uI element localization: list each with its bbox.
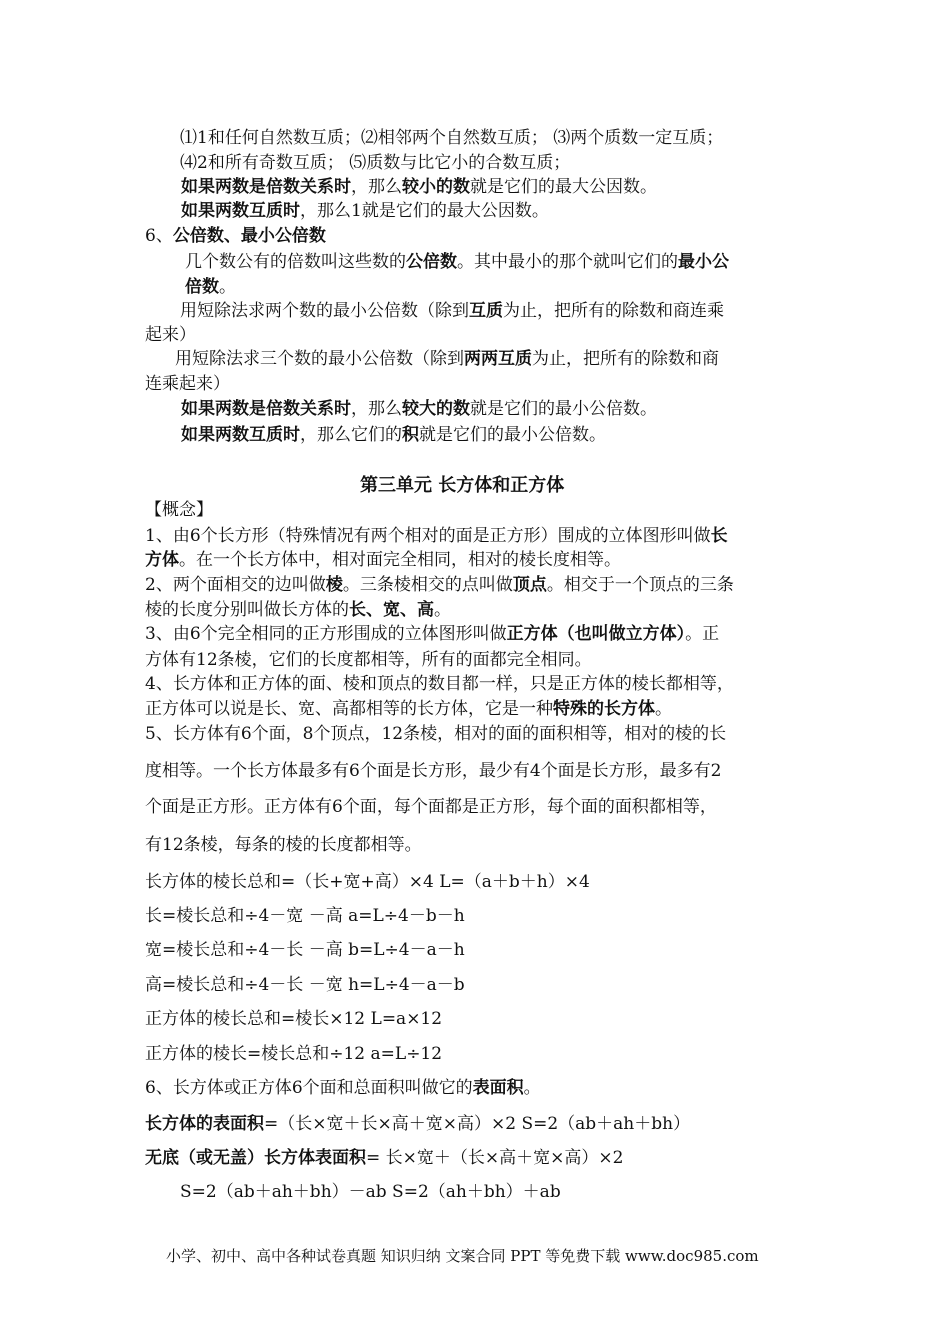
bold-text: 互质 [469,301,503,321]
text-run: ⑴1和任何自然数互质；⑵相邻两个自然数互质； ⑶两个质数一定互质； [180,128,724,148]
text-line [145,723,726,745]
text-line [145,373,230,395]
bold-text: 如果两数互质时 [181,201,300,221]
text-run: 起来） [145,325,196,345]
text-line [145,1043,442,1065]
text-line [181,200,549,222]
bold-text: 公倍数 [406,252,457,272]
text-line [181,398,657,420]
bold-text: 正方体（也叫做立方体） [506,624,686,644]
bold-text: 公倍数、最小公倍数 [172,226,326,246]
text-run: 个面是正方形。正方体有6个面，每个面都是正方形，每个面的面积都相等， [145,797,717,817]
text-line [145,225,326,247]
bold-text: 棱 [325,575,343,595]
bold-text: 倍数 [185,277,219,297]
bold-text: 如果两数是倍数关系时 [181,177,351,197]
bold-text: 积 [402,425,419,445]
text-line [145,599,451,621]
text-run: S=2（ab＋ah＋bh）－ab S=2（ah＋bh）＋ab [180,1182,561,1202]
text-run: 就是它们的最大公因数。 [470,177,657,197]
bold-text: 无底（或无盖）长方体表面积 [145,1148,366,1168]
bold-text: 如果两数互质时 [181,425,300,445]
text-line [145,525,728,547]
text-run: 连乘起来） [145,374,230,394]
text-line [145,698,672,720]
text-run: 长方体的棱长总和=（长+宽+高）×4 L=（a＋b＋h）×4 [145,872,590,892]
bold-text: 长方体的表面积 [145,1114,264,1134]
text-run: 为止，把所有的除数和商连乘 [503,301,724,321]
text-run: 1、由6个长方形（特殊情况有两个相对的面是正方形）围成的立体图形叫做 [145,526,711,546]
text-line [145,796,717,818]
text-run: 度相等。一个长方体最多有6个面是长方形，最少有4个面是长方形，最多有2 [145,761,722,781]
text-run: 2、两个面相交的边叫做 [145,575,326,595]
text-run: 几个数公有的倍数叫这些数的 [185,252,406,272]
text-line [180,1181,561,1203]
text-run: ⑷2和所有奇数互质； ⑸质数与比它小的合数互质； [180,153,571,173]
text-line [145,549,621,571]
text-line [145,834,422,856]
text-run: 。 [655,699,672,719]
bold-text: 表面积 [472,1078,524,1098]
text-line [145,974,465,996]
text-run: 正方体的棱长总和=棱长×12 L=a×12 [145,1009,443,1029]
text-line [175,348,719,370]
text-run: 4、长方体和正方体的面、棱和顶点的数目都一样，只是正方体的棱长都相等， [145,674,734,694]
text-run: 高=棱长总和÷4－长 －宽 h=L÷4－a－b [145,975,465,995]
text-line [185,251,729,273]
text-run: 长=棱长总和÷4－宽 －高 a=L÷4－b－h [145,906,465,926]
text-run: 有12条棱，每条的棱的长度都相等。 [145,835,422,855]
text-run: = 长×宽＋（长×高＋宽×高）×2 [366,1148,624,1168]
bold-text: 顶点 [512,575,547,595]
text-line [180,300,724,322]
bold-text: 最小公 [678,252,729,272]
text-line [145,623,719,645]
bold-text: 特殊的长方体 [553,699,655,719]
text-line [145,905,465,927]
text-run: 。 [219,277,236,297]
page-footer: 小学、初中、高中各种试卷真题 知识归纳 文案合同 PPT 等免费下载 www.doc985.com [166,1247,759,1265]
text-line [145,574,734,596]
text-run: ，那么 [351,399,402,419]
bold-text: 方体 [145,550,179,570]
text-line [181,424,606,446]
text-run: 3、由6个完全相同的正方形围成的立体图形叫做 [145,624,507,644]
text-run: 。相交于一个顶点的三条 [546,575,734,595]
text-line [145,760,721,782]
text-run: 。 [434,600,451,620]
text-line [185,276,236,298]
text-line [180,152,570,174]
text-line [145,1147,623,1169]
text-run: 为止，把所有的除数和商 [532,349,719,369]
text-run: 6、长方体或正方体6个面和总面积叫做它的 [145,1078,473,1098]
bold-text: 较小的数 [402,177,470,197]
text-run: 方体有12条棱，它们的长度都相等，所有的面都完全相同。 [145,650,592,670]
text-run: 6、 [145,226,173,246]
text-run: 。其中最小的那个就叫它们的 [457,252,678,272]
section-title [360,475,564,497]
bold-text: 长 [710,526,728,546]
text-run: 就是它们的最小公倍数。 [419,425,606,445]
text-line [145,1008,442,1030]
bold-text: 长、宽、高 [349,600,434,620]
text-run: ，那么1就是它们的最大公因数。 [300,201,549,221]
text-run: =（长×宽＋长×高＋宽×高）×2 S=2（ab＋ah＋bh） [264,1114,691,1134]
bold-text: 第三单元 长方体和正方体 [360,475,565,496]
text-run: 。正 [685,624,720,644]
text-run: 5、长方体有6个面，8个顶点，12条棱，相对的面的面积相等，相对的棱的长 [145,724,727,744]
text-run: ，那么它们的 [300,425,402,445]
text-run: 。在一个长方体中，相对面完全相同，相对的棱长度相等。 [179,550,621,570]
bold-text: 两两互质 [464,349,532,369]
bold-text: 如果两数是倍数关系时 [181,399,351,419]
text-run: 宽=棱长总和÷4－长 －高 b=L÷4－a－h [145,940,465,960]
text-line [145,499,213,521]
text-line [145,324,196,346]
text-line [145,1113,690,1135]
text-line [145,871,590,893]
text-run: 【概念】 [145,500,213,520]
text-run: ，那么 [351,177,402,197]
text-run: 。 [523,1078,541,1098]
text-run: 棱的长度分别叫做长方体的 [145,600,349,620]
text-run: 正方体的棱长=棱长总和÷12 a=L÷12 [145,1044,443,1064]
text-line [145,1077,541,1099]
text-line [145,673,734,695]
bold-text: 较大的数 [402,399,470,419]
text-run: 就是它们的最小公倍数。 [470,399,657,419]
text-line [145,649,592,671]
text-run: 。三条棱相交的点叫做 [342,575,513,595]
text-line [180,127,723,149]
text-run: 用短除法求三个数的最小公倍数（除到 [175,349,464,369]
text-line [181,176,657,198]
text-run: 正方体可以说是长、宽、高都相等的长方体，它是一种 [145,699,553,719]
text-line [145,939,465,961]
text-run: 用短除法求两个数的最小公倍数（除到 [180,301,469,321]
